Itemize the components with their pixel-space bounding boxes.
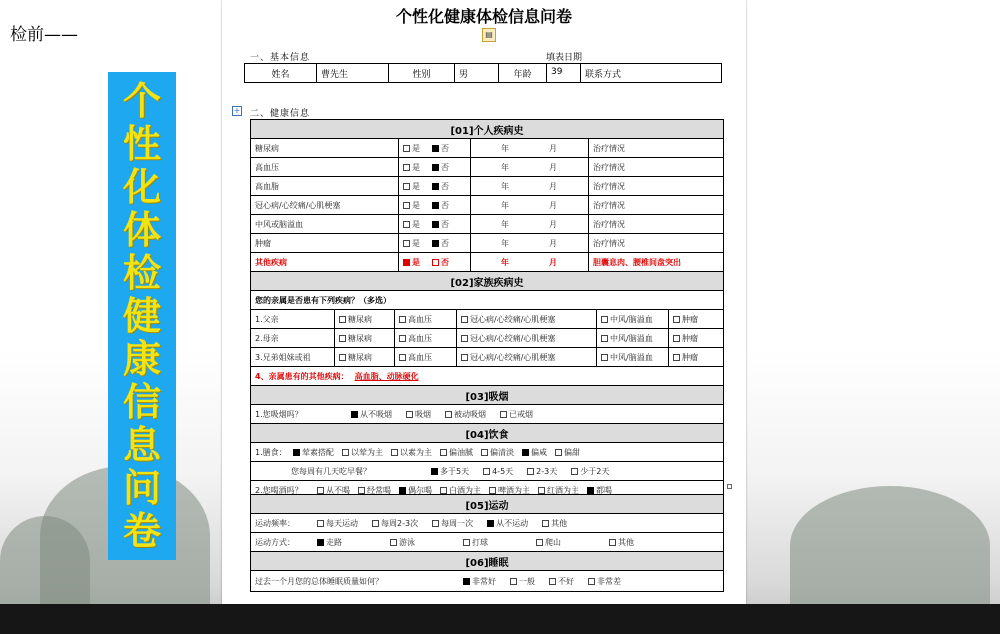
disease-name: 中风或脑溢血 xyxy=(251,215,399,233)
exercise-type-option[interactable] xyxy=(609,537,634,548)
option-label: 肿瘤 xyxy=(682,314,698,324)
diet-option[interactable] xyxy=(522,447,547,458)
yes-no-choice[interactable] xyxy=(399,196,471,214)
exercise-frequency-option[interactable] xyxy=(317,518,358,529)
month-label: 月 xyxy=(549,162,557,172)
banner-char: 卷 xyxy=(122,508,161,553)
family-disease-option[interactable] xyxy=(457,329,597,347)
option-label: 偏甜 xyxy=(564,447,580,457)
year-label: 年 xyxy=(501,219,509,229)
table-resize-handle[interactable] xyxy=(727,484,732,489)
option-label: 一般 xyxy=(519,576,535,586)
banner-char: 体 xyxy=(122,207,161,252)
diagnosis-date[interactable] xyxy=(471,234,589,252)
section-header-02 xyxy=(251,272,723,291)
option-label: 以荤为主 xyxy=(351,447,383,457)
option-label: 白酒为主 xyxy=(449,485,481,495)
year-label: 年 xyxy=(501,200,509,210)
diet-option[interactable] xyxy=(293,447,334,458)
option-label: 游泳 xyxy=(399,537,415,547)
sleep-option[interactable] xyxy=(588,576,621,587)
option-label: 高血压 xyxy=(408,352,432,362)
option-label: 冠心病/心绞痛/心肌梗塞 xyxy=(470,352,556,362)
family-disease-option[interactable] xyxy=(597,329,669,347)
smoking-question: 1.您吸烟吗？ xyxy=(255,409,303,419)
diagnosis-date[interactable] xyxy=(471,158,589,176)
mountain-silhouette-left-small xyxy=(0,516,90,606)
breakfast-question: 您每周有几天吃早餐？ xyxy=(291,466,371,476)
family-disease-option[interactable] xyxy=(335,348,395,366)
table-row xyxy=(251,348,723,367)
diet-choices xyxy=(251,443,723,461)
option-label: 打球 xyxy=(472,537,488,547)
family-history-question xyxy=(251,291,723,310)
no-label: 否 xyxy=(441,143,449,153)
option-label: 偏清淡 xyxy=(490,447,514,457)
diet-row xyxy=(251,443,723,462)
section-header-03 xyxy=(251,386,723,405)
exercise-frequency-option[interactable] xyxy=(542,518,567,529)
paste-options-icon[interactable]: ▤ xyxy=(482,28,496,42)
sleep-option[interactable] xyxy=(510,576,535,587)
family-disease-option[interactable] xyxy=(395,310,457,328)
mountain-silhouette-right xyxy=(790,486,990,606)
diet-option[interactable] xyxy=(391,447,432,458)
yes-no-choice[interactable] xyxy=(399,215,471,233)
relative-label: 3.兄弟姐妹或祖 xyxy=(251,348,335,366)
family-other-disease-row xyxy=(251,367,723,386)
banner-char: 个 xyxy=(122,78,161,123)
year-label: 年 xyxy=(501,143,509,153)
option-label: 被动吸烟 xyxy=(454,409,486,419)
family-other-value: 高血脂、动脉硬化 xyxy=(354,371,419,381)
option-label: 爬山 xyxy=(545,537,561,547)
diagnosis-date[interactable] xyxy=(471,196,589,214)
breakfast-row xyxy=(251,462,723,481)
section-header-05 xyxy=(251,495,723,514)
yes-label: 是 xyxy=(412,219,420,229)
family-disease-option[interactable] xyxy=(669,348,702,366)
exercise-type-option[interactable] xyxy=(463,537,488,548)
questionnaire-document xyxy=(222,0,746,604)
exercise-frequency-option[interactable] xyxy=(432,518,473,529)
option-label: 非常差 xyxy=(597,576,621,586)
fill-date-label: 填表日期 xyxy=(546,53,583,63)
option-label: 红酒为主 xyxy=(547,485,579,495)
option-label: 都喝 xyxy=(596,485,612,495)
no-label: 否 xyxy=(441,181,449,191)
yes-no-choice[interactable] xyxy=(399,234,471,252)
section-title-01: [01]个人疾病史 xyxy=(450,125,524,137)
no-label: 否 xyxy=(441,257,449,267)
year-label: 年 xyxy=(501,238,509,248)
sleep-choices xyxy=(251,571,723,591)
disease-name: 高血脂 xyxy=(251,177,399,195)
treatment-status[interactable]: 治疗情况 xyxy=(593,162,625,172)
diet-label: 1.膳食： xyxy=(255,447,287,457)
section-title-05: [05]运动 xyxy=(465,500,509,512)
option-label: 从不运动 xyxy=(496,518,529,528)
family-other-disease[interactable] xyxy=(251,367,723,385)
slide-bottom-bar xyxy=(0,604,1000,634)
option-label: 吸烟 xyxy=(415,409,431,419)
exercise-type-row xyxy=(251,533,723,552)
option-label: 冠心病/心绞痛/心肌梗塞 xyxy=(470,314,556,324)
option-label: 以素为主 xyxy=(400,447,432,457)
option-label: 啤酒为主 xyxy=(498,485,530,495)
section-title-06: [06]睡眠 xyxy=(465,557,509,569)
month-label: 月 xyxy=(549,181,557,191)
sex-value[interactable]: 男 xyxy=(455,64,499,82)
option-label: 糖尿病 xyxy=(348,352,372,362)
option-label: 糖尿病 xyxy=(348,333,372,343)
option-label: 高血压 xyxy=(408,333,432,343)
section-basic-info-label: 一、基本信息 xyxy=(250,53,311,63)
disease-name: 肿瘤 xyxy=(251,234,399,252)
basic-info-table xyxy=(244,63,722,83)
option-label: 糖尿病 xyxy=(348,314,372,324)
vertical-title-banner xyxy=(108,72,176,560)
table-move-handle-icon[interactable]: + xyxy=(233,106,241,115)
month-label: 月 xyxy=(549,143,557,153)
table-row-other-disease xyxy=(251,253,723,272)
year-label: 年 xyxy=(501,162,509,172)
option-label: 其他 xyxy=(618,537,634,547)
option-label: 非常好 xyxy=(472,576,496,586)
exercise-frequency-row xyxy=(251,514,723,533)
table-row xyxy=(251,158,723,177)
family-disease-option[interactable] xyxy=(457,348,597,366)
option-label: 从不吸烟 xyxy=(360,409,392,419)
section-title-04: [04]饮食 xyxy=(465,429,509,441)
option-label: 每周2-3次 xyxy=(381,518,419,528)
option-label: 经常喝 xyxy=(367,485,391,495)
smoking-option[interactable] xyxy=(351,409,392,420)
option-label: 肿瘤 xyxy=(682,333,698,343)
other-treatment-status[interactable]: 胆囊息肉、腰椎间盘突出 xyxy=(593,257,681,267)
treatment-status[interactable]: 治疗情况 xyxy=(593,200,625,210)
family-disease-option[interactable] xyxy=(335,329,395,347)
name-label: 姓名 xyxy=(245,64,317,82)
option-label: 肿瘤 xyxy=(682,352,698,362)
slide-pre-label: 检前—— xyxy=(10,25,78,45)
yes-label: 是 xyxy=(412,238,420,248)
yes-label: 是 xyxy=(412,143,420,153)
no-label: 否 xyxy=(441,162,449,172)
family-disease-option[interactable] xyxy=(395,348,457,366)
other-disease-label: 其他疾病 xyxy=(251,253,399,271)
exercise-frequency-choices xyxy=(251,514,723,532)
banner-char: 康 xyxy=(122,336,161,381)
relative-label: 2.母亲 xyxy=(251,329,335,347)
diet-option[interactable] xyxy=(342,447,383,458)
option-label: 少于2天 xyxy=(580,466,610,476)
option-label: 2-3天 xyxy=(536,466,558,476)
month-label: 月 xyxy=(549,238,557,248)
breakfast-choices xyxy=(251,462,723,480)
no-label: 否 xyxy=(441,238,449,248)
month-label: 月 xyxy=(549,219,557,229)
breakfast-option[interactable] xyxy=(431,466,469,477)
sleep-option[interactable] xyxy=(463,576,496,587)
family-disease-option[interactable] xyxy=(597,348,669,366)
document-title: 个性化健康体检信息问卷 xyxy=(395,7,572,26)
exercise-type-option[interactable] xyxy=(390,537,415,548)
disease-name: 高血压 xyxy=(251,158,399,176)
option-label: 从不喝 xyxy=(326,485,350,495)
option-label: 走路 xyxy=(326,537,342,547)
disease-name: 冠心病/心绞痛/心肌梗塞 xyxy=(251,196,399,214)
table-row xyxy=(251,196,723,215)
section-header-01 xyxy=(251,120,723,139)
relative-label: 1.父亲 xyxy=(251,310,335,328)
table-row xyxy=(251,177,723,196)
diet-option[interactable] xyxy=(481,447,514,458)
family-other-label: 4、亲属患有的其他疾病： xyxy=(255,371,349,381)
month-label: 月 xyxy=(549,200,557,210)
sleep-option[interactable] xyxy=(549,576,574,587)
banner-char: 性 xyxy=(122,121,161,166)
option-label: 其他 xyxy=(551,518,568,528)
treatment-status[interactable]: 治疗情况 xyxy=(593,238,625,248)
family-disease-option[interactable] xyxy=(669,310,702,328)
health-info-table-1 xyxy=(250,119,724,500)
disease-name: 糖尿病 xyxy=(251,139,399,157)
smoking-row xyxy=(251,405,723,424)
banner-char: 问 xyxy=(122,465,161,510)
option-label: 中风/脑溢血 xyxy=(610,314,653,324)
exercise-type-option[interactable] xyxy=(317,537,342,548)
no-label: 否 xyxy=(441,200,449,210)
table-row xyxy=(251,139,723,158)
family-disease-option[interactable] xyxy=(597,310,669,328)
option-label: 每周一次 xyxy=(441,518,474,528)
breakfast-option[interactable] xyxy=(483,466,513,477)
exercise-frequency-option[interactable] xyxy=(372,518,418,529)
option-label: 冠心病/心绞痛/心肌梗塞 xyxy=(470,333,556,343)
exercise-frequency-option[interactable] xyxy=(487,518,528,529)
breakfast-option[interactable] xyxy=(527,466,557,477)
no-label: 否 xyxy=(441,219,449,229)
yes-label: 是 xyxy=(412,162,420,172)
yes-label: 是 xyxy=(412,257,420,267)
treatment-status[interactable]: 治疗情况 xyxy=(593,181,625,191)
smoking-option[interactable] xyxy=(406,409,431,420)
yes-label: 是 xyxy=(412,181,420,191)
section-header-06 xyxy=(251,552,723,571)
diagnosis-date[interactable] xyxy=(471,215,589,233)
option-label: 不好 xyxy=(558,576,574,586)
option-label: 中风/脑溢血 xyxy=(610,333,653,343)
banner-char: 信 xyxy=(122,379,161,424)
option-label: 每天运动 xyxy=(326,518,358,528)
exercise-type-choices xyxy=(251,533,723,551)
banner-char: 化 xyxy=(122,164,161,209)
health-info-table-2 xyxy=(250,494,724,592)
sex-label: 性别 xyxy=(389,64,455,82)
treatment-status[interactable]: 治疗情况 xyxy=(593,219,625,229)
month-label: 月 xyxy=(549,257,557,267)
yes-label: 是 xyxy=(412,200,420,210)
family-question-text: 您的亲属是否患有下列疾病？（多选） xyxy=(255,295,391,305)
name-value[interactable]: 曹先生 xyxy=(317,64,389,82)
yes-no-choice[interactable] xyxy=(399,177,471,195)
banner-char: 息 xyxy=(122,422,161,467)
year-label: 年 xyxy=(501,181,509,191)
table-row xyxy=(251,215,723,234)
section-header-04 xyxy=(251,424,723,443)
option-label: 偏油腻 xyxy=(449,447,473,457)
breakfast-option[interactable] xyxy=(571,466,609,477)
banner-char: 检 xyxy=(122,250,161,295)
section-title-03: [03]吸烟 xyxy=(465,391,509,403)
diagnosis-date[interactable] xyxy=(471,177,589,195)
section-title-02: [02]家族疾病史 xyxy=(450,277,524,289)
sleep-question: 过去一个月您的总体睡眠质量如何？ xyxy=(255,576,383,586)
exercise-type-option[interactable] xyxy=(536,537,561,548)
diet-option[interactable] xyxy=(440,447,473,458)
option-label: 偏咸 xyxy=(531,447,547,457)
table-row xyxy=(251,234,723,253)
exercise-frequency-label: 运动频率： xyxy=(255,518,295,528)
table-row xyxy=(251,329,723,348)
option-label: 4-5天 xyxy=(492,466,514,476)
smoking-choices xyxy=(251,405,723,423)
diagnosis-date[interactable] xyxy=(471,253,589,271)
sleep-row xyxy=(251,571,723,592)
yes-no-choice[interactable] xyxy=(399,158,471,176)
option-label: 偶尔喝 xyxy=(408,485,432,495)
contact-label: 联系方式 xyxy=(585,70,622,80)
family-disease-option[interactable] xyxy=(457,310,597,328)
family-disease-option[interactable] xyxy=(335,310,395,328)
option-label: 荤素搭配 xyxy=(302,447,334,457)
section-health-info-label: 二、健康信息 xyxy=(250,109,311,119)
smoking-option[interactable] xyxy=(445,409,486,420)
year-label: 年 xyxy=(501,257,509,267)
option-label: 多于5天 xyxy=(440,466,470,476)
table-row xyxy=(251,310,723,329)
option-label: 高血压 xyxy=(408,314,432,324)
yes-no-choice[interactable] xyxy=(399,139,471,157)
family-disease-option[interactable] xyxy=(669,329,702,347)
drinking-question: 2.您喝酒吗？ xyxy=(255,485,303,495)
exercise-type-label: 运动方式： xyxy=(255,537,295,547)
treatment-status[interactable]: 治疗情况 xyxy=(593,143,625,153)
option-label: 已戒烟 xyxy=(509,409,533,419)
diagnosis-date[interactable] xyxy=(471,139,589,157)
diet-option[interactable] xyxy=(555,447,580,458)
age-value[interactable]: 39 xyxy=(547,64,581,82)
banner-char: 健 xyxy=(122,293,161,338)
yes-no-choice[interactable] xyxy=(399,253,471,271)
smoking-option[interactable] xyxy=(500,409,533,420)
age-label: 年龄 xyxy=(499,64,547,82)
option-label: 中风/脑溢血 xyxy=(610,352,653,362)
family-disease-option[interactable] xyxy=(395,329,457,347)
